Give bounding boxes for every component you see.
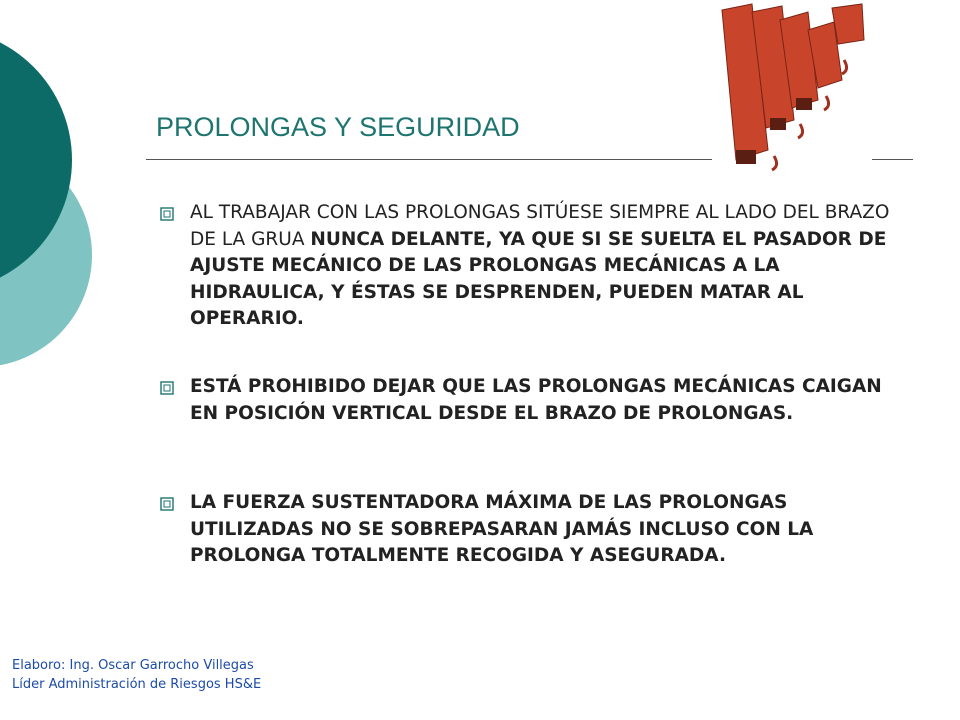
crane-extensions-image (712, 0, 872, 180)
square-bullet-icon (160, 497, 174, 511)
bullet-text (190, 200, 905, 333)
footer-role: Líder Administración de Riesgos HS&E (12, 677, 262, 692)
bullet-text (190, 490, 905, 570)
decorative-circles (0, 0, 120, 400)
bullet-item (160, 490, 905, 570)
footer-author: Elaboro: Ing. Oscar Garrocho Villegas (12, 658, 254, 673)
bullet-text (190, 374, 905, 427)
bullet-item (160, 374, 905, 427)
footer-credits (12, 656, 261, 694)
slide-title: PROLONGAS Y SEGURIDAD (156, 112, 520, 142)
bullet-text-bold: LA FUERZA SUSTENTADORA MÁXIMA DE LAS PROLONGAS UTILIZADAS NO SE SOBREPASARAN JAMÁS INCLUSO CON LA PROLONGA TOTALMENTE RECOGIDA Y ASEGURADA. (190, 492, 814, 567)
square-bullet-icon (160, 207, 174, 221)
bullet-text-normal: AL TRABAJAR CON LAS PROLONGAS SITÚESE SIEMPRE AL LADO DEL BRAZO DE LA GRUA (190, 202, 890, 250)
bullet-item (160, 200, 905, 333)
square-bullet-icon (160, 381, 174, 395)
bullet-text-bold: NUNCA DELANTE, YA QUE SI SE SUELTA EL PASADOR DE AJUSTE MECÁNICO DE LAS PROLONGAS MECÁNICAS A LA HIDRAULICA, Y ÉSTAS SE DESPRENDEN, PUEDEN MATAR AL OPERARIO. (190, 228, 887, 330)
bullet-text-bold: ESTÁ PROHIBIDO DEJAR QUE LAS PROLONGAS MECÁNICAS CAIGAN EN POSICIÓN VERTICAL DESDE EL BRAZO DE PROLONGAS. (190, 376, 882, 424)
